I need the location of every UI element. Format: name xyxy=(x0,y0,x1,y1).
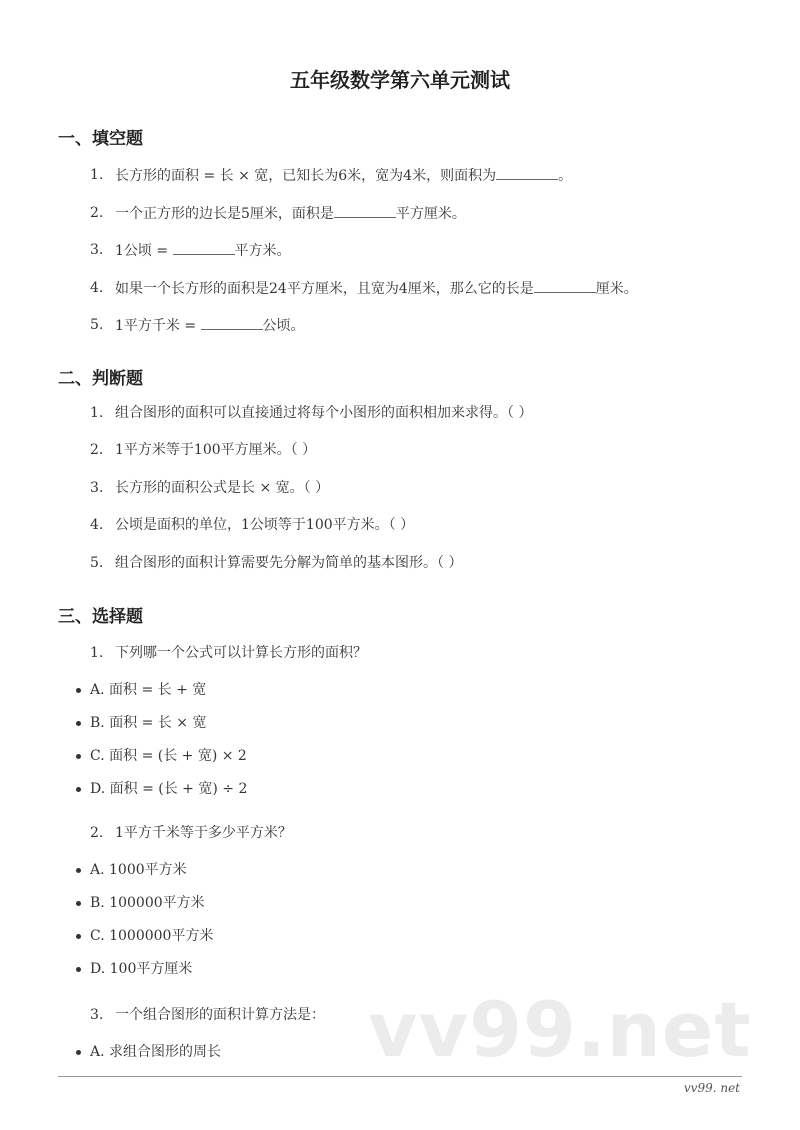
item-number: 3. xyxy=(90,242,104,258)
bullet-icon xyxy=(76,934,81,939)
question-suffix: 厘米。 xyxy=(595,281,638,297)
watermark: vv99.net xyxy=(368,985,752,1074)
item-number: 4. xyxy=(90,280,104,296)
question-text: 一个正方形的边长是5厘米，面积是 xyxy=(115,206,334,222)
question-number: 2. xyxy=(90,825,104,841)
question-text: 长方形的面积 = 长 × 宽，已知长为6米，宽为4米，则面积为 xyxy=(115,168,497,184)
bullet-icon xyxy=(76,787,81,792)
statement-text: 组合图形的面积可以直接通过将每个小图形的面积相加来求得。（ ） xyxy=(115,405,533,421)
item-number: 2. xyxy=(90,442,104,458)
item-number: 5. xyxy=(90,317,104,333)
question-suffix: 平方厘米。 xyxy=(395,206,466,222)
item-number: 5. xyxy=(90,555,104,571)
item-number: 1. xyxy=(90,405,104,421)
question-text: 1平方千米 = xyxy=(115,318,201,334)
question-number: 3. xyxy=(90,1007,104,1023)
choice-option[interactable]: D. 100平方厘米 xyxy=(90,961,193,977)
section-heading-true-false: 二、判断题 xyxy=(58,369,143,389)
question-number: 1. xyxy=(90,645,104,661)
bullet-icon xyxy=(76,901,81,906)
footer-text: vv99. net xyxy=(683,1081,740,1095)
choice-option[interactable]: A. 面积 = 长 + 宽 xyxy=(90,682,207,698)
question-suffix: 公顷。 xyxy=(262,318,305,334)
bullet-icon xyxy=(76,1050,81,1055)
bullet-icon xyxy=(76,721,81,726)
question-text: 下列哪一个公式可以计算长方形的面积？ xyxy=(115,645,367,661)
page-title: 五年级数学第六单元测试 xyxy=(290,68,510,92)
bullet-icon xyxy=(76,967,81,972)
item-number: 1. xyxy=(90,167,104,183)
choice-option[interactable]: D. 面积 = (长 + 宽) ÷ 2 xyxy=(90,781,248,797)
section-heading-fill-blank: 一、填空题 xyxy=(58,129,143,149)
bullet-icon xyxy=(76,868,81,873)
answer-blank[interactable] xyxy=(173,240,235,255)
answer-blank[interactable] xyxy=(201,315,263,330)
question-text: 1公顷 = xyxy=(115,243,173,259)
bullet-icon xyxy=(76,754,81,759)
question-text: 1平方千米等于多少平方米？ xyxy=(115,825,292,841)
item-number: 3. xyxy=(90,480,104,496)
statement-text: 1平方米等于100平方厘米。（ ） xyxy=(115,442,317,458)
choice-option[interactable]: B. 100000平方米 xyxy=(90,895,205,911)
item-number: 2. xyxy=(90,205,104,221)
answer-blank[interactable] xyxy=(534,278,596,293)
question-text: 一个组合图形的面积计算方法是： xyxy=(115,1007,325,1023)
choice-option[interactable]: A. 求组合图形的周长 xyxy=(90,1044,222,1060)
question-text: 如果一个长方形的面积是24平方厘米，且宽为4厘米，那么它的长是 xyxy=(115,281,534,297)
footer-divider xyxy=(58,1076,742,1077)
choice-option[interactable]: C. 面积 = (长 + 宽) × 2 xyxy=(90,748,247,764)
answer-blank[interactable] xyxy=(496,165,558,180)
item-number: 4. xyxy=(90,517,104,533)
choice-option[interactable]: B. 面积 = 长 × 宽 xyxy=(90,715,207,731)
choice-option[interactable]: C. 1000000平方米 xyxy=(90,928,214,944)
question-suffix: 平方米。 xyxy=(234,243,291,259)
statement-text: 组合图形的面积计算需要先分解为简单的基本图形。（ ） xyxy=(115,555,463,571)
bullet-icon xyxy=(76,688,81,693)
statement-text: 公顷是面积的单位，1公顷等于100平方米。（ ） xyxy=(115,517,415,533)
choice-option[interactable]: A. 1000平方米 xyxy=(90,862,187,878)
question-suffix: 。 xyxy=(558,168,573,184)
section-heading-multiple-choice: 三、选择题 xyxy=(58,607,143,627)
statement-text: 长方形的面积公式是长 × 宽。（ ） xyxy=(115,480,330,496)
answer-blank[interactable] xyxy=(334,203,396,218)
